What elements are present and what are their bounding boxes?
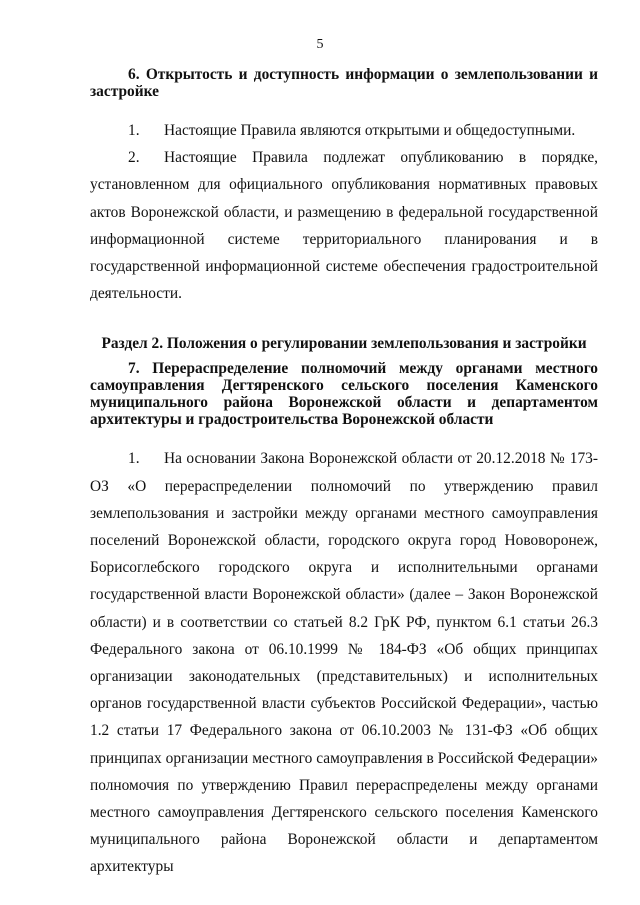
article-6-item-2 <box>90 144 598 307</box>
page-number: 5 <box>316 37 324 52</box>
item-number: 1. <box>128 450 140 468</box>
item-text: На основании Закона Воронежской области от 20.12.2018 № 173-ОЗ «О перераспределении полномочий по утверждению правил землепользования и застройки между органами местного самоуправления поселений Воронежской области, городского округа город Нововоронеж, Борисоглебского городского округа и исполнительными органами государственной власти Воронежской области» (далее – Закон Воронежской области) и в соответствии со статьей 8.2 ГрК РФ, пунктом 6.1 статьи 26.3 Федерального закона от 06.10.1999 № 184-ФЗ «Об общих принципах организации законодательных (представительных) и исполнительных органов государственной власти субъектов Российской Федерации», частью 1.2 статьи 17 Федерального закона от 06.10.2003 № 131-ФЗ «Об общих принципах организации местного самоуправления в Российской Федерации» полномочия по утверждению Правил перераспределены между органами местного самоуправления Дегтяренского сельского поселения Каменского муниципального района Воронежской области и департаментом архитектуры <box>90 450 598 876</box>
item-text: Настоящие Правила являются открытыми и общедоступными. <box>164 122 576 139</box>
article-6-heading: 6. Открытость и доступность информации о землепользовании и застройке <box>90 66 598 100</box>
document-body <box>90 66 598 881</box>
article-7-item-1 <box>90 445 598 880</box>
section-2-title: Раздел 2. Положения о регулировании землепользования и застройки <box>101 335 587 353</box>
article-7-heading: 7. Перераспределение полномочий между органами местного самоуправления Дегтяренского сельского поселения Каменского муниципального района Воронежской области и департаментом архитектуры и градостроительства Воронежской области <box>90 360 598 429</box>
item-number: 1. <box>128 122 140 139</box>
article-6-item-1 <box>90 117 598 144</box>
item-text: Настоящие Правила подлежат опубликованию в порядке, установленном для официального опубликования нормативных правовых актов Воронежской области, и размещению в федеральной государственной информационной системе территориального планирования и в государственной информационной системе обеспечения градостроительной деятельности. <box>90 149 598 303</box>
item-number: 2. <box>128 149 140 167</box>
